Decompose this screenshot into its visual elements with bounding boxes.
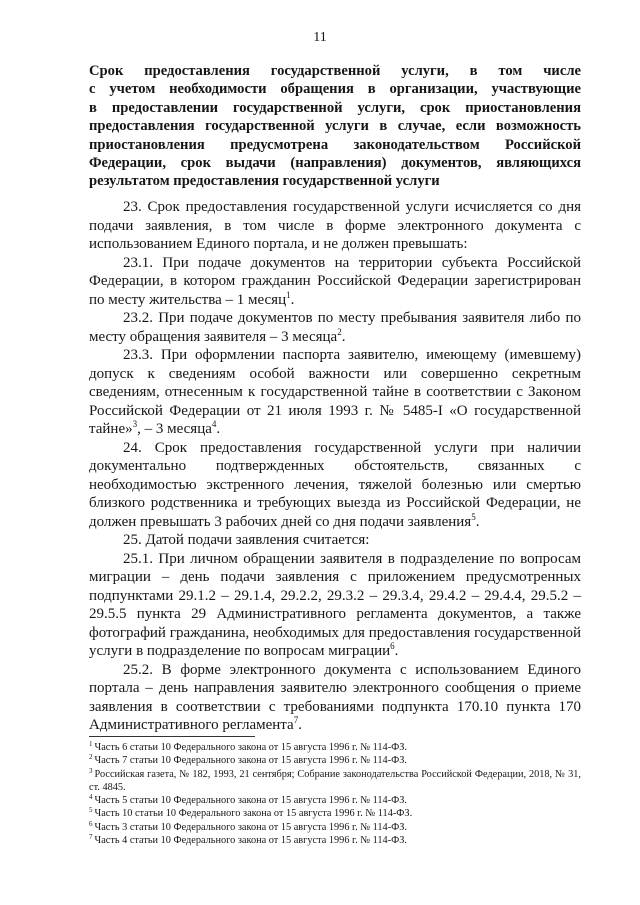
footnote-ref[interactable]: 7 bbox=[293, 715, 299, 725]
footnote-ref[interactable]: 1 bbox=[286, 289, 291, 300]
paragraph-text: . bbox=[290, 291, 295, 308]
body-text bbox=[89, 198, 581, 735]
paragraph-23-1 bbox=[89, 254, 581, 310]
heading-line: результатом предоставления государственной услуги bbox=[89, 173, 440, 190]
paragraph-25-2 bbox=[89, 661, 581, 735]
footnote-number: 2 bbox=[89, 753, 93, 762]
footnote-text: Часть 10 статьи 10 Федерального закона от 15 августа 1996 г. № 114-ФЗ. bbox=[94, 808, 413, 820]
footnote-text: Часть 6 статьи 10 Федерального закона от 15 августа 1996 г. № 114-ФЗ. bbox=[94, 742, 408, 753]
footnote-item bbox=[89, 834, 581, 847]
paragraph-text: 25.2. В форме электронного документа с использованием Единого портала – день направления заявителю электронного сообщения о приеме заявления в соответствии с требованиями подпункта 170.10 пункта 170 Административного регламента bbox=[89, 661, 581, 733]
footnote-item bbox=[89, 741, 581, 754]
section-heading bbox=[89, 62, 581, 191]
footnotes bbox=[89, 741, 581, 847]
paragraph-text: . bbox=[298, 717, 302, 733]
paragraph-text: 23.1. При подаче документов на территории субъекта Российской Федерации, в котором гражданин Российской Федерации зарегистрирован по месту жительства – 1 месяц bbox=[89, 254, 581, 308]
paragraph-24 bbox=[89, 439, 581, 532]
paragraph-text: 23.3. При оформлении паспорта заявителю, имеющему (имевшему) допуск к сведениям особой важности или совершенно секретным сведениям, отнесенным к государственной тайне в соответствии с Законом Российской Федерации от 21 июля 1993 г. № 5485-I «О государственной тайне» bbox=[89, 347, 581, 437]
footnote-number: 5 bbox=[89, 806, 93, 815]
footnote-ref[interactable]: 6 bbox=[390, 641, 395, 651]
footnote-divider bbox=[89, 736, 255, 737]
paragraph-text: . bbox=[341, 328, 346, 345]
paragraph-text: . bbox=[394, 643, 399, 659]
footnote-item bbox=[89, 794, 581, 807]
footnote-item bbox=[89, 821, 581, 834]
paragraph-text: 23.2. При подаче документов по месту пребывания заявителя либо по месту обращения заявителя – 3 месяца bbox=[89, 310, 581, 345]
footnote-ref[interactable]: 4 bbox=[211, 419, 217, 429]
paragraph-text: . bbox=[216, 421, 221, 437]
paragraph-25-1 bbox=[89, 550, 581, 661]
heading-line: приостановления предусмотрена законодательством Российской bbox=[89, 136, 581, 153]
footnote-number: 6 bbox=[89, 819, 93, 828]
footnote-number: 3 bbox=[89, 766, 93, 775]
paragraph-text: 25. Датой подачи заявления считается: bbox=[123, 532, 370, 548]
footnote-ref[interactable]: 3 bbox=[132, 419, 138, 429]
paragraph-text: 24. Срок предоставления государственной услуги при наличии документально подтвержденных обстоятельств, связанных с необходимостью экстренного лечения, тяжелой болезнью или смертью близкого родственника и требующих выезда из Российской Федерации, не должен превышать 3 рабочих дней со дня подачи заявления bbox=[89, 439, 581, 530]
paragraph-23-2 bbox=[89, 309, 581, 346]
paragraph-text: , – 3 месяца bbox=[137, 421, 212, 437]
page-number: 11 bbox=[313, 30, 327, 45]
footnote-text: Российская газета, № 182, 1993, 21 сентября; Собрание законодательства Российской Федерации, 2018, № 31, ст. 4845. bbox=[89, 768, 581, 793]
footnote-item bbox=[89, 754, 581, 767]
heading-line: в предоставлении государственной услуги, срок приостановления bbox=[89, 99, 581, 116]
footnote-number: 7 bbox=[89, 833, 93, 842]
footnote-text: Часть 7 статьи 10 Федерального закона от 15 августа 1996 г. № 114-ФЗ. bbox=[94, 755, 408, 767]
paragraph-text: 25.1. При личном обращении заявителя в подразделение по вопросам миграции – день подачи заявления с приложением предусмотренных подпунктами 29.1.2 – 29.1.4, 29.2.2, 29.3.2 – 29.3.4, 29.4.2 – 29.4.4, 29.5.2 – 29.5.5 пункта 29 Административного регламента документов, а также фотографий гражданина, необходимых для предоставления государственной услуги в подразделение по вопросам миграции bbox=[89, 550, 581, 659]
footnote-item bbox=[89, 768, 581, 795]
heading-line: предоставления государственной услуги в случае, если возможность bbox=[89, 118, 581, 135]
footnote-number: 4 bbox=[89, 793, 93, 802]
paragraph-25 bbox=[89, 531, 581, 550]
heading-line: с учетом необходимости обращения в организации, участвующие bbox=[89, 81, 581, 98]
heading-line: Федерации, срок выдачи (направления) документов, являющихся bbox=[89, 155, 581, 172]
footnote-text: Часть 3 статьи 10 Федерального закона от 15 августа 1996 г. № 114-ФЗ. bbox=[94, 821, 408, 833]
footnote-ref[interactable]: 2 bbox=[337, 326, 342, 337]
footnote-text: Часть 4 статьи 10 Федерального закона от 15 августа 1996 г. № 114-ФЗ. bbox=[94, 835, 408, 847]
footnote-item bbox=[89, 807, 581, 820]
heading-line: Срок предоставления государственной услуги, в том числе bbox=[89, 63, 581, 79]
footnote-ref[interactable]: 5 bbox=[471, 511, 476, 522]
paragraph-text: 23. Срок предоставления государственной услуги исчисляется со дня подачи заявления, в том числе в форме электронного документа с использованием Единого портала, и не должен превышать: bbox=[89, 199, 581, 252]
paragraph-23 bbox=[89, 198, 581, 254]
paragraph-23-3 bbox=[89, 346, 581, 439]
footnote-number: 1 bbox=[89, 740, 93, 748]
paragraph-text: . bbox=[475, 513, 480, 530]
footnote-text: Часть 5 статьи 10 Федерального закона от 15 августа 1996 г. № 114-ФЗ. bbox=[94, 795, 408, 807]
